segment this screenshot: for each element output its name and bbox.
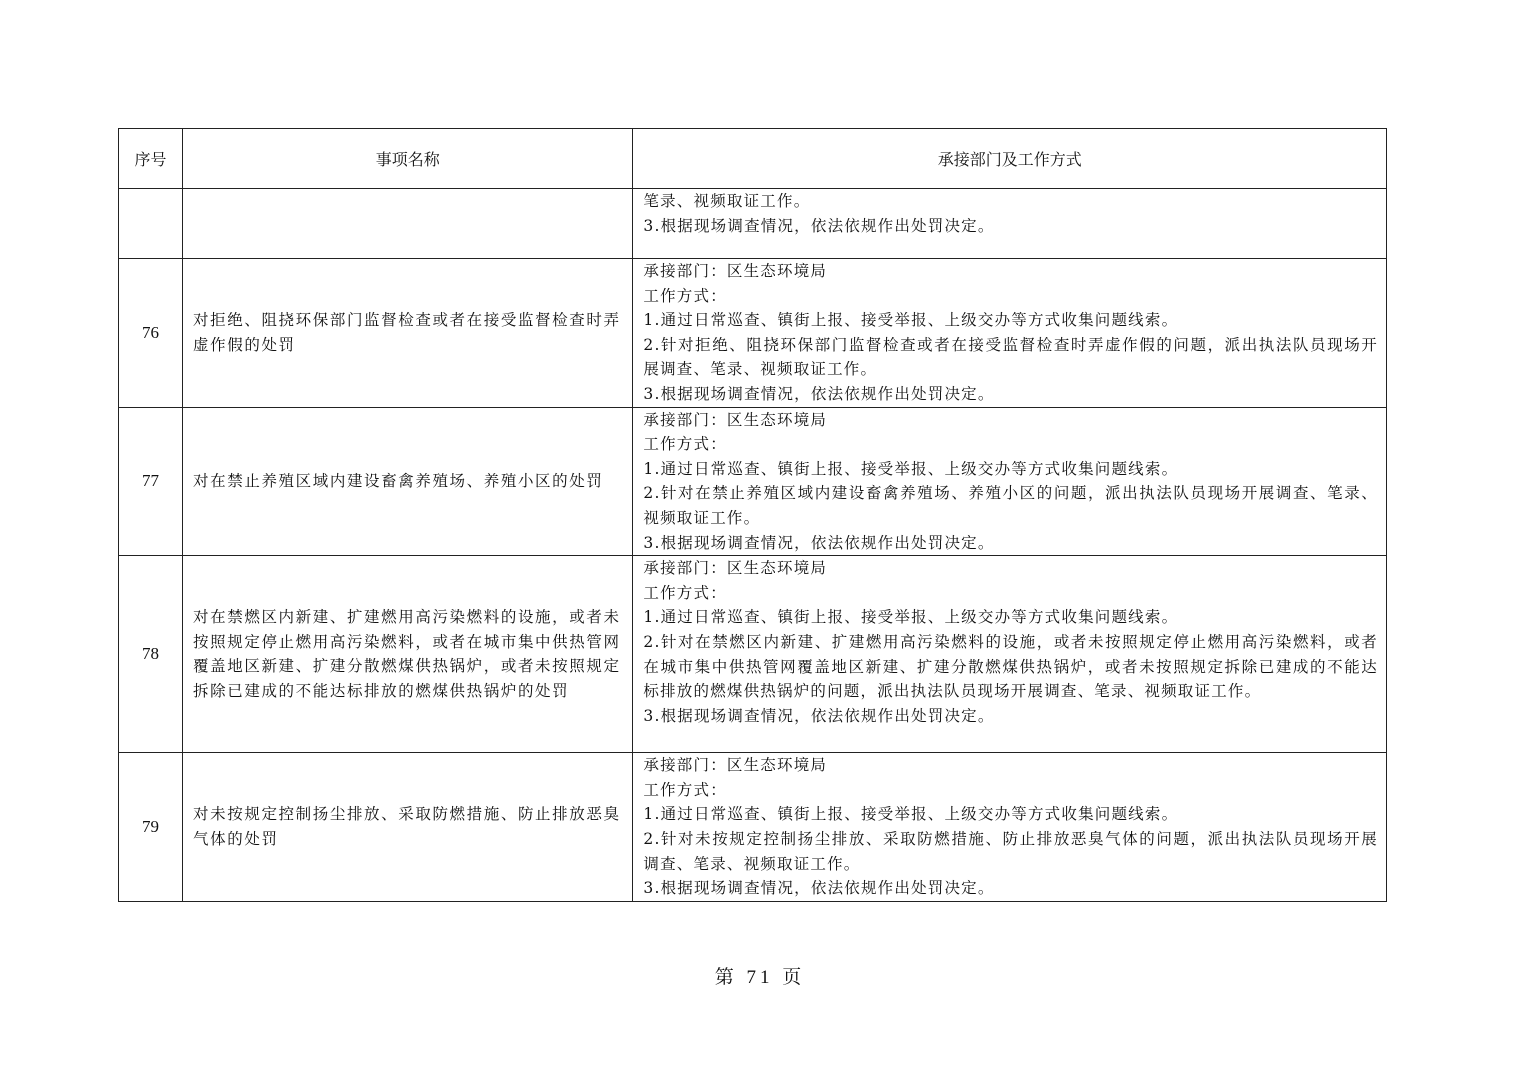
table-row bbox=[119, 556, 1387, 753]
method-step-2: 2.针对在禁燃区内新建、扩建燃用高污染燃料的设施，或者未按照规定停止燃用高污染燃料，或者在城市集中供热管网覆盖地区新建、扩建分散燃煤供热锅炉，或者未按照规定拆除已建成的不能达标排放的燃煤供热锅炉的问题，派出执法队员现场开展调查、笔录、视频取证工作。 bbox=[643, 632, 1378, 701]
row-number: 79 bbox=[119, 753, 183, 902]
table-row bbox=[119, 259, 1387, 408]
continuation-name-cell bbox=[183, 189, 633, 259]
method-label: 工作方式： bbox=[643, 435, 727, 454]
matter-name: 对拒绝、阻挠环保部门监督检查或者在接受监督检查时弄虚作假的处罚 bbox=[183, 259, 633, 408]
department-method bbox=[633, 753, 1387, 902]
department-line: 承接部门：区生态环境局 bbox=[643, 559, 828, 578]
department-method bbox=[633, 259, 1387, 408]
method-step-3: 3.根据现场调查情况，依法依规作出处罚决定。 bbox=[643, 533, 995, 552]
department-line: 承接部门：区生态环境局 bbox=[643, 262, 828, 280]
continuation-line: 3.根据现场调查情况，依法依规作出处罚决定。 bbox=[643, 216, 995, 235]
table-row bbox=[119, 407, 1387, 556]
method-step-3: 3.根据现场调查情况，依法依规作出处罚决定。 bbox=[643, 384, 995, 403]
method-step-2: 2.针对未按规定控制扬尘排放、采取防燃措施、防止排放恶臭气体的问题，派出执法队员现场开展调查、笔录、视频取证工作。 bbox=[643, 829, 1378, 873]
method-step-1: 1.通过日常巡查、镇街上报、接受举报、上级交办等方式收集问题线索。 bbox=[643, 459, 1179, 478]
department-line: 承接部门：区生态环境局 bbox=[643, 410, 828, 429]
page-number: 第 71 页 bbox=[714, 967, 806, 988]
method-step-3: 3.根据现场调查情况，依法依规作出处罚决定。 bbox=[643, 706, 995, 725]
matter-name: 对在禁燃区内新建、扩建燃用高污染燃料的设施，或者未按照规定停止燃用高污染燃料，或者在城市集中供热管网覆盖地区新建、扩建分散燃煤供热锅炉，或者未按照规定拆除已建成的不能达标排放的燃煤供热锅炉的处罚 bbox=[183, 556, 633, 753]
continuation-method-cell bbox=[633, 189, 1387, 259]
department-line: 承接部门：区生态环境局 bbox=[643, 756, 828, 775]
method-label: 工作方式： bbox=[643, 583, 727, 602]
table-row-continuation bbox=[119, 189, 1387, 259]
department-method bbox=[633, 407, 1387, 556]
matter-name: 对在禁止养殖区域内建设畜禽养殖场、养殖小区的处罚 bbox=[183, 407, 633, 556]
method-step-1: 1.通过日常巡查、镇街上报、接受举报、上级交办等方式收集问题线索。 bbox=[643, 805, 1179, 824]
row-number: 78 bbox=[119, 556, 183, 753]
matter-name: 对未按规定控制扬尘排放、采取防燃措施、防止排放恶臭气体的处罚 bbox=[183, 753, 633, 902]
method-step-3: 3.根据现场调查情况，依法依规作出处罚决定。 bbox=[643, 879, 995, 898]
method-step-2: 2.针对拒绝、阻挠环保部门监督检查或者在接受监督检查时弄虚作假的问题，派出执法队员现场开展调查、笔录、视频取证工作。 bbox=[643, 335, 1378, 379]
continuation-line: 笔录、视频取证工作。 bbox=[643, 192, 811, 210]
row-number: 76 bbox=[119, 259, 183, 408]
header-matter-name: 事项名称 bbox=[183, 129, 633, 189]
header-serial-number: 序号 bbox=[119, 129, 183, 189]
table-header-row bbox=[119, 129, 1387, 189]
header-department-method: 承接部门及工作方式 bbox=[633, 129, 1387, 189]
continuation-num-cell bbox=[119, 189, 183, 259]
method-label: 工作方式： bbox=[643, 286, 727, 305]
method-step-1: 1.通过日常巡查、镇街上报、接受举报、上级交办等方式收集问题线索。 bbox=[643, 311, 1179, 330]
method-label: 工作方式： bbox=[643, 780, 727, 799]
row-number: 77 bbox=[119, 407, 183, 556]
department-method bbox=[633, 556, 1387, 753]
matters-table bbox=[118, 128, 1387, 902]
table-row bbox=[119, 753, 1387, 902]
method-step-1: 1.通过日常巡查、镇街上报、接受举报、上级交办等方式收集问题线索。 bbox=[643, 608, 1179, 627]
method-step-2: 2.针对在禁止养殖区域内建设畜禽养殖场、养殖小区的问题，派出执法队员现场开展调查、笔录、视频取证工作。 bbox=[643, 484, 1378, 527]
